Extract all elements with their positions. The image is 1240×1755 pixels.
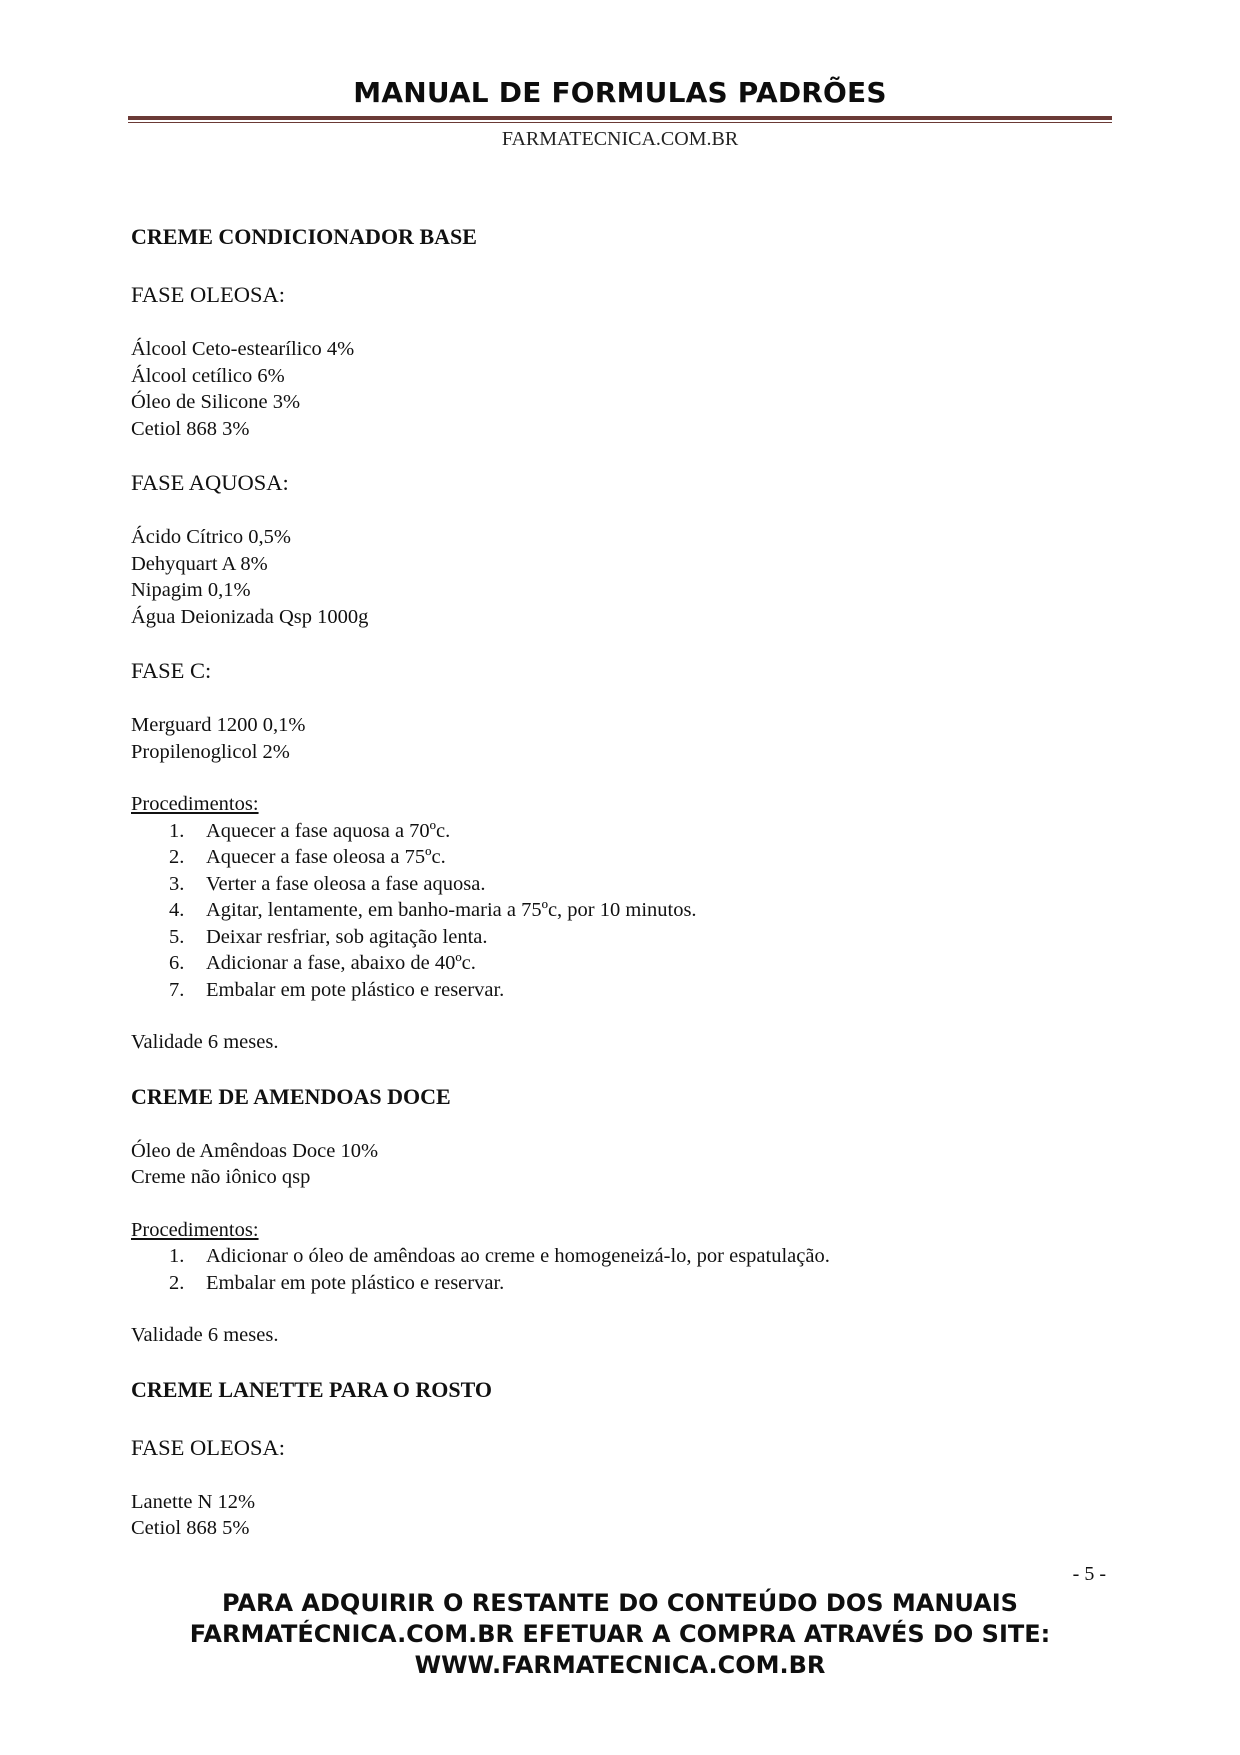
procedure-step: 5. Deixar resfriar, sob agitação lenta. — [169, 925, 488, 948]
header-title: MANUAL DE FORMULAS PADRÕES — [353, 76, 887, 109]
main-content — [131, 222, 1111, 1542]
procedure-step: 1. Adicionar o óleo de amêndoas ao creme e homogeneizá-lo, por espatulação. — [169, 1245, 830, 1267]
procedure-step: 3. Verter a fase oleosa a fase aquosa. — [169, 872, 486, 895]
ingredient-item: Propilenoglicol 2% — [131, 740, 290, 763]
ingredient-item: Álcool cetílico 6% — [131, 364, 285, 387]
page-number: - 5 - — [1072, 1563, 1106, 1585]
procedures-label: Procedimentos: — [131, 793, 259, 815]
procedure-step: 4. Agitar, lentamente, em banho-maria a 75ºc, por 10 minutos. — [169, 899, 697, 921]
procedure-list — [131, 818, 1111, 1004]
header-divider-thin — [128, 122, 1112, 123]
ingredient-item: Ácido Cítrico 0,5% — [131, 526, 291, 548]
section-title: CREME LANETTE PARA O ROSTO — [131, 1376, 493, 1402]
footer-banner — [0, 1588, 1240, 1681]
ingredient-item: Nipagim 0,1% — [131, 579, 251, 601]
ingredient-item: Água Deionizada Qsp 1000g — [131, 605, 369, 628]
section-title: CREME DE AMENDOAS DOCE — [131, 1083, 451, 1109]
header-divider-thick — [128, 116, 1112, 120]
footer-line: PARA ADQUIRIR O RESTANTE DO CONTEÚDO DOS MANUAIS — [222, 1589, 1018, 1617]
ingredient-item: Óleo de Silicone 3% — [131, 391, 301, 413]
phase-heading: FASE OLEOSA: — [131, 1434, 285, 1460]
header-subtitle: FARMATECNICA.COM.BR — [501, 128, 739, 150]
procedure-step: 2. Aquecer a fase oleosa a 75ºc. — [169, 846, 446, 868]
footer-link[interactable]: WWW.FARMATECNICA.COM.BR — [414, 1651, 826, 1679]
section-title: CREME CONDICIONADOR BASE — [131, 224, 477, 249]
phase-heading: FASE OLEOSA: — [131, 282, 285, 307]
footer-line: FARMATÉCNICA.COM.BR EFETUAR A COMPRA ATRAVÉS DO SITE: — [189, 1620, 1051, 1648]
procedure-step: 2. Embalar em pote plástico e reservar. — [169, 1271, 505, 1294]
ingredient-item: Álcool Ceto-estearílico 4% — [131, 338, 355, 360]
phase-heading: FASE C: — [131, 658, 212, 683]
procedure-step: 7. Embalar em pote plástico e reservar. — [169, 978, 505, 1001]
ingredient-item: Creme não iônico qsp — [131, 1166, 311, 1188]
validity-note: Validade 6 meses. — [131, 1031, 279, 1053]
phase-heading: FASE AQUOSA: — [131, 470, 289, 495]
ingredient-item: Dehyquart A 8% — [131, 552, 268, 575]
ingredient-item: Cetiol 868 5% — [131, 1517, 250, 1539]
ingredient-item: Cetiol 868 3% — [131, 417, 250, 440]
procedure-step: 1. Aquecer a fase aquosa a 70ºc. — [169, 819, 451, 842]
ingredient-item: Lanette N 12% — [131, 1490, 256, 1513]
ingredient-item: Merguard 1200 0,1% — [131, 714, 306, 736]
procedure-step: 6. Adicionar a fase, abaixo de 40ºc. — [169, 952, 476, 974]
procedure-list — [131, 1243, 1111, 1296]
ingredient-item: Óleo de Amêndoas Doce 10% — [131, 1139, 379, 1162]
procedures-label: Procedimentos: — [131, 1218, 259, 1241]
validity-note: Validade 6 meses. — [131, 1324, 279, 1346]
